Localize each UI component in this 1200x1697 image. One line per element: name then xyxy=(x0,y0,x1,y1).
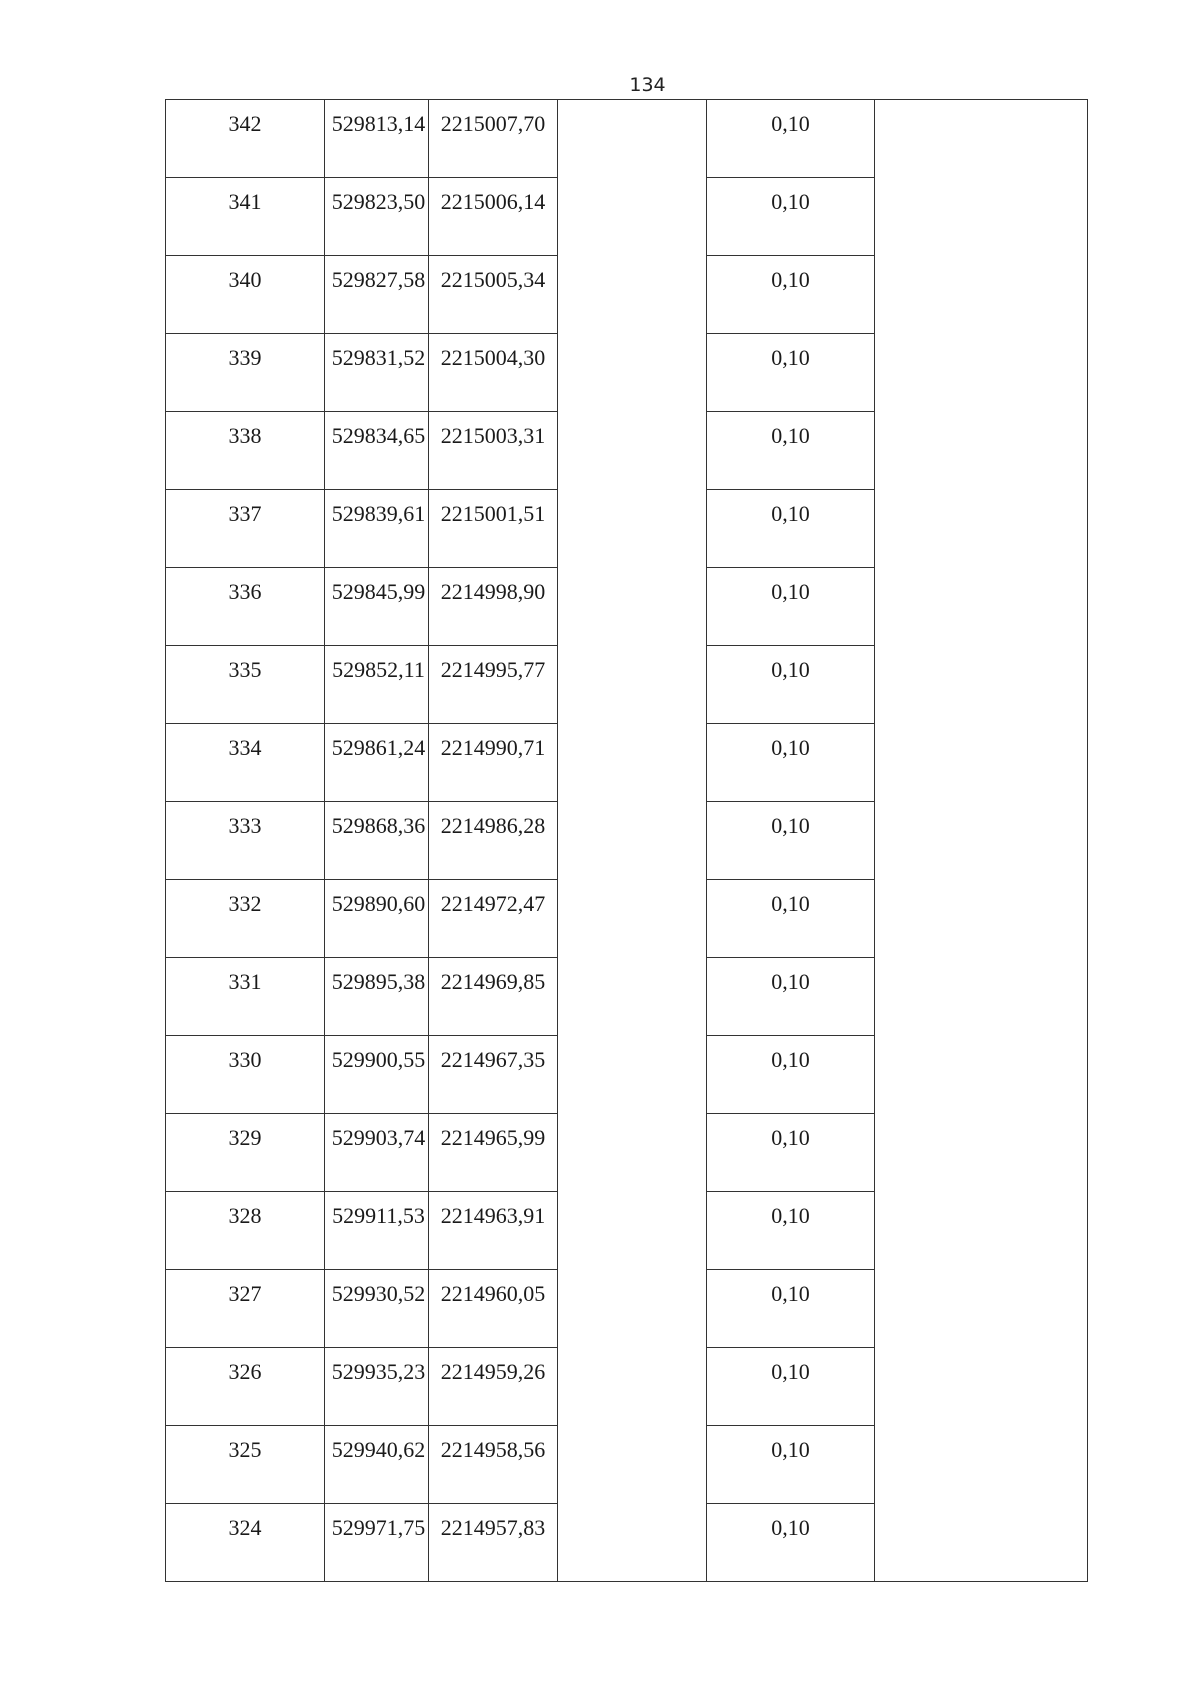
x-coordinate-text: 529940,62 xyxy=(331,1437,426,1462)
x-coordinate-cell xyxy=(325,568,429,646)
point-number-text: 329 xyxy=(228,1125,262,1150)
x-coordinate-cell xyxy=(325,256,429,334)
y-coordinate-text: 2215001,51 xyxy=(440,501,546,526)
x-coordinate-cell xyxy=(325,490,429,568)
table-row xyxy=(166,178,1088,256)
precision-cell xyxy=(707,958,875,1036)
table-row xyxy=(166,1036,1088,1114)
point-number-text: 326 xyxy=(228,1359,262,1384)
precision-cell xyxy=(707,724,875,802)
x-coordinate-cell xyxy=(325,880,429,958)
y-coordinate-cell xyxy=(429,100,558,178)
precision-cell xyxy=(707,412,875,490)
table-row xyxy=(166,1114,1088,1192)
precision-text: 0,10 xyxy=(771,579,810,604)
precision-text: 0,10 xyxy=(771,891,810,916)
y-coordinate-text: 2215004,30 xyxy=(440,345,546,370)
point-number-cell xyxy=(166,100,325,178)
x-coordinate-text: 529831,52 xyxy=(331,345,426,370)
empty-cell xyxy=(875,1426,1088,1504)
table-row xyxy=(166,334,1088,412)
x-coordinate-cell xyxy=(325,1270,429,1348)
point-number-cell xyxy=(166,178,325,256)
empty-cell xyxy=(558,880,707,958)
point-number-text: 339 xyxy=(228,345,262,370)
precision-text: 0,10 xyxy=(771,1359,810,1384)
precision-cell xyxy=(707,1192,875,1270)
point-number-cell xyxy=(166,1348,325,1426)
y-coordinate-text: 2214960,05 xyxy=(440,1281,546,1306)
y-coordinate-cell xyxy=(429,1114,558,1192)
x-coordinate-cell xyxy=(325,1036,429,1114)
y-coordinate-cell xyxy=(429,802,558,880)
point-number-cell xyxy=(166,334,325,412)
precision-text: 0,10 xyxy=(771,267,810,292)
point-number-text: 333 xyxy=(228,813,262,838)
point-number-text: 324 xyxy=(228,1515,262,1540)
x-coordinate-cell xyxy=(325,1426,429,1504)
empty-cell xyxy=(875,1036,1088,1114)
x-coordinate-text: 529868,36 xyxy=(331,813,426,838)
precision-cell xyxy=(707,1036,875,1114)
precision-cell xyxy=(707,334,875,412)
empty-cell xyxy=(875,1348,1088,1426)
x-coordinate-text: 529852,11 xyxy=(332,657,425,682)
table-row xyxy=(166,1348,1088,1426)
empty-cell xyxy=(558,100,707,178)
point-number-cell xyxy=(166,1192,325,1270)
x-coordinate-text: 529900,55 xyxy=(331,1047,426,1072)
precision-text: 0,10 xyxy=(771,969,810,994)
y-coordinate-text: 2215007,70 xyxy=(440,111,546,136)
y-coordinate-text: 2215003,31 xyxy=(440,423,546,448)
x-coordinate-text: 529839,61 xyxy=(331,501,426,526)
empty-cell xyxy=(558,1114,707,1192)
point-number-text: 330 xyxy=(228,1047,262,1072)
x-coordinate-text: 529903,74 xyxy=(331,1125,426,1150)
x-coordinate-text: 529834,65 xyxy=(331,423,426,448)
x-coordinate-text: 529813,14 xyxy=(331,111,426,136)
precision-cell xyxy=(707,1504,875,1582)
empty-cell xyxy=(875,802,1088,880)
x-coordinate-text: 529971,75 xyxy=(331,1515,426,1540)
point-number-text: 328 xyxy=(228,1203,262,1228)
empty-cell xyxy=(875,880,1088,958)
point-number-text: 332 xyxy=(228,891,262,916)
table-row xyxy=(166,1270,1088,1348)
empty-cell xyxy=(875,1114,1088,1192)
point-number-text: 334 xyxy=(228,735,262,760)
y-coordinate-text: 2214998,90 xyxy=(440,579,546,604)
precision-cell xyxy=(707,1270,875,1348)
empty-cell xyxy=(875,1504,1088,1582)
precision-cell xyxy=(707,1426,875,1504)
empty-cell xyxy=(558,1426,707,1504)
x-coordinate-cell xyxy=(325,1348,429,1426)
x-coordinate-cell xyxy=(325,178,429,256)
x-coordinate-cell xyxy=(325,1504,429,1582)
empty-cell xyxy=(558,334,707,412)
y-coordinate-cell xyxy=(429,412,558,490)
precision-cell xyxy=(707,1348,875,1426)
precision-text: 0,10 xyxy=(771,1515,810,1540)
empty-cell xyxy=(875,958,1088,1036)
empty-cell xyxy=(558,1270,707,1348)
precision-text: 0,10 xyxy=(771,501,810,526)
point-number-cell xyxy=(166,802,325,880)
empty-cell xyxy=(558,802,707,880)
y-coordinate-text: 2214959,26 xyxy=(440,1359,546,1384)
precision-text: 0,10 xyxy=(771,1047,810,1072)
point-number-text: 327 xyxy=(228,1281,262,1306)
empty-cell xyxy=(875,256,1088,334)
y-coordinate-cell xyxy=(429,724,558,802)
precision-text: 0,10 xyxy=(771,423,810,448)
x-coordinate-text: 529890,60 xyxy=(331,891,426,916)
y-coordinate-text: 2215005,34 xyxy=(440,267,546,292)
point-number-text: 341 xyxy=(228,189,262,214)
x-coordinate-cell xyxy=(325,802,429,880)
empty-cell xyxy=(558,256,707,334)
empty-cell xyxy=(558,412,707,490)
point-number-cell xyxy=(166,880,325,958)
x-coordinate-cell xyxy=(325,334,429,412)
y-coordinate-cell xyxy=(429,1192,558,1270)
x-coordinate-text: 529911,53 xyxy=(332,1203,425,1228)
x-coordinate-text: 529895,38 xyxy=(331,969,426,994)
y-coordinate-cell xyxy=(429,958,558,1036)
empty-cell xyxy=(875,646,1088,724)
empty-cell xyxy=(558,1348,707,1426)
x-coordinate-cell xyxy=(325,1192,429,1270)
table-row xyxy=(166,100,1088,178)
y-coordinate-text: 2214986,28 xyxy=(440,813,546,838)
y-coordinate-cell xyxy=(429,334,558,412)
empty-cell xyxy=(875,724,1088,802)
y-coordinate-cell xyxy=(429,256,558,334)
y-coordinate-cell xyxy=(429,490,558,568)
table-row xyxy=(166,1192,1088,1270)
y-coordinate-text: 2215006,14 xyxy=(440,189,546,214)
y-coordinate-text: 2214995,77 xyxy=(440,657,546,682)
precision-text: 0,10 xyxy=(771,813,810,838)
table-row xyxy=(166,724,1088,802)
coordinates-table-body xyxy=(166,100,1088,1582)
point-number-text: 342 xyxy=(228,111,262,136)
empty-cell xyxy=(558,724,707,802)
y-coordinate-cell xyxy=(429,1270,558,1348)
point-number-text: 331 xyxy=(228,969,262,994)
table-row xyxy=(166,256,1088,334)
empty-cell xyxy=(875,1270,1088,1348)
empty-cell xyxy=(875,412,1088,490)
y-coordinate-cell xyxy=(429,1036,558,1114)
precision-text: 0,10 xyxy=(771,345,810,370)
table-row xyxy=(166,1426,1088,1504)
precision-cell xyxy=(707,802,875,880)
coordinates-table xyxy=(165,99,1088,1582)
empty-cell xyxy=(558,958,707,1036)
point-number-cell xyxy=(166,1426,325,1504)
table-row xyxy=(166,880,1088,958)
point-number-cell xyxy=(166,1504,325,1582)
table-row xyxy=(166,490,1088,568)
precision-cell xyxy=(707,646,875,724)
point-number-cell xyxy=(166,256,325,334)
point-number-cell xyxy=(166,958,325,1036)
precision-cell xyxy=(707,178,875,256)
empty-cell xyxy=(558,1192,707,1270)
precision-text: 0,10 xyxy=(771,657,810,682)
x-coordinate-text: 529861,24 xyxy=(331,735,426,760)
point-number-text: 337 xyxy=(228,501,262,526)
page-number: 134 xyxy=(629,74,666,96)
y-coordinate-text: 2214967,35 xyxy=(440,1047,546,1072)
x-coordinate-text: 529823,50 xyxy=(331,189,426,214)
x-coordinate-cell xyxy=(325,724,429,802)
point-number-cell xyxy=(166,412,325,490)
point-number-text: 325 xyxy=(228,1437,262,1462)
point-number-text: 340 xyxy=(228,267,262,292)
x-coordinate-cell xyxy=(325,412,429,490)
x-coordinate-text: 529935,23 xyxy=(331,1359,426,1384)
precision-text: 0,10 xyxy=(771,1437,810,1462)
point-number-cell xyxy=(166,1114,325,1192)
y-coordinate-cell xyxy=(429,178,558,256)
point-number-cell xyxy=(166,568,325,646)
y-coordinate-text: 2214972,47 xyxy=(440,891,546,916)
x-coordinate-cell xyxy=(325,958,429,1036)
empty-cell xyxy=(875,1192,1088,1270)
empty-cell xyxy=(558,1504,707,1582)
x-coordinate-text: 529930,52 xyxy=(331,1281,426,1306)
precision-cell xyxy=(707,256,875,334)
y-coordinate-text: 2214963,91 xyxy=(440,1203,546,1228)
x-coordinate-cell xyxy=(325,646,429,724)
precision-cell xyxy=(707,100,875,178)
precision-text: 0,10 xyxy=(771,189,810,214)
point-number-cell xyxy=(166,646,325,724)
table-row xyxy=(166,646,1088,724)
y-coordinate-text: 2214958,56 xyxy=(440,1437,546,1462)
precision-text: 0,10 xyxy=(771,1281,810,1306)
x-coordinate-text: 529845,99 xyxy=(331,579,426,604)
precision-text: 0,10 xyxy=(771,111,810,136)
point-number-cell xyxy=(166,490,325,568)
x-coordinate-cell xyxy=(325,1114,429,1192)
table-row xyxy=(166,802,1088,880)
precision-cell xyxy=(707,880,875,958)
empty-cell xyxy=(875,490,1088,568)
precision-cell xyxy=(707,1114,875,1192)
empty-cell xyxy=(558,490,707,568)
point-number-cell xyxy=(166,1036,325,1114)
x-coordinate-text: 529827,58 xyxy=(331,267,426,292)
empty-cell xyxy=(558,1036,707,1114)
empty-cell xyxy=(558,568,707,646)
empty-cell xyxy=(875,100,1088,178)
point-number-cell xyxy=(166,724,325,802)
point-number-text: 336 xyxy=(228,579,262,604)
y-coordinate-text: 2214965,99 xyxy=(440,1125,546,1150)
empty-cell xyxy=(558,646,707,724)
y-coordinate-text: 2214957,83 xyxy=(440,1515,546,1540)
y-coordinate-cell xyxy=(429,1504,558,1582)
point-number-text: 338 xyxy=(228,423,262,448)
empty-cell xyxy=(558,178,707,256)
precision-text: 0,10 xyxy=(771,735,810,760)
precision-text: 0,10 xyxy=(771,1125,810,1150)
y-coordinate-cell xyxy=(429,880,558,958)
y-coordinate-cell xyxy=(429,1348,558,1426)
y-coordinate-cell xyxy=(429,646,558,724)
y-coordinate-text: 2214969,85 xyxy=(440,969,546,994)
precision-cell xyxy=(707,568,875,646)
x-coordinate-cell xyxy=(325,100,429,178)
table-row xyxy=(166,958,1088,1036)
precision-text: 0,10 xyxy=(771,1203,810,1228)
empty-cell xyxy=(875,568,1088,646)
table-row xyxy=(166,568,1088,646)
empty-cell xyxy=(875,178,1088,256)
table-row xyxy=(166,1504,1088,1582)
table-row xyxy=(166,412,1088,490)
point-number-text: 335 xyxy=(228,657,262,682)
y-coordinate-text: 2214990,71 xyxy=(440,735,546,760)
empty-cell xyxy=(875,334,1088,412)
point-number-cell xyxy=(166,1270,325,1348)
precision-cell xyxy=(707,490,875,568)
y-coordinate-cell xyxy=(429,1426,558,1504)
y-coordinate-cell xyxy=(429,568,558,646)
